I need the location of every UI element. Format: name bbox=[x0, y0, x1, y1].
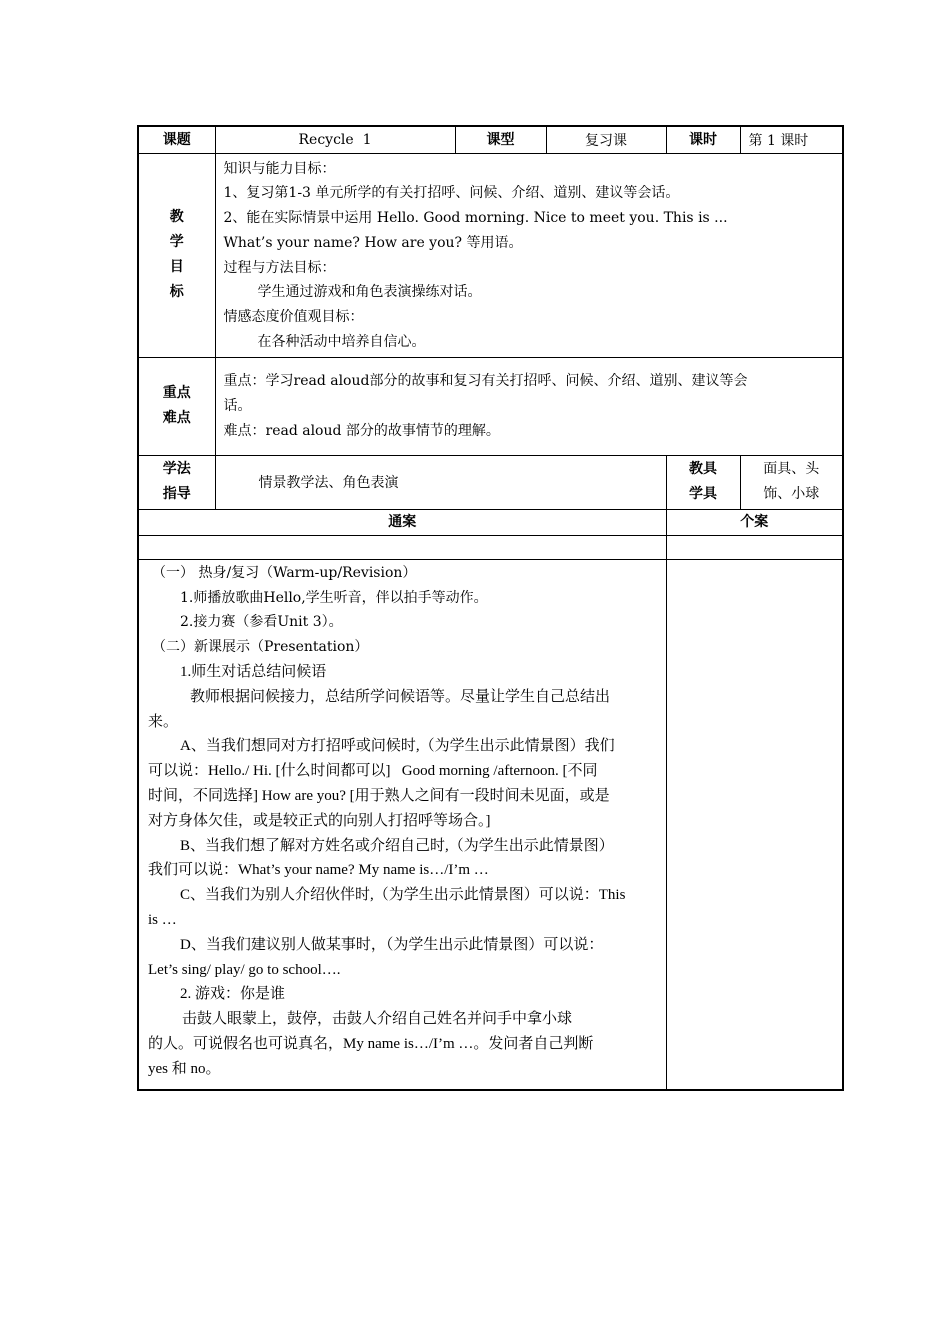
method-value-text: 情景教学法、角色表演 bbox=[258, 475, 399, 492]
tools-value-line: 面具、头 bbox=[763, 461, 820, 478]
procedure-content bbox=[138, 559, 666, 1090]
topic-value: Recycle 1 bbox=[215, 126, 455, 153]
procedure-line: 来。 bbox=[148, 713, 179, 730]
objectives-line: 情感态度价值观目标： bbox=[223, 309, 364, 326]
procedure-line: yes 和 no。 bbox=[148, 1060, 221, 1077]
objectives-label-char: 教 bbox=[169, 209, 184, 226]
topic-label: 课题 bbox=[138, 126, 215, 153]
procedure-line: A、当我们想同对方打招呼或问候时,（为学生出示此情景图）我们 bbox=[180, 738, 615, 755]
procedure-row bbox=[138, 559, 843, 1090]
procedure-line: C、当我们为别人介绍伙伴时,（为学生出示此情景图）可以说：This bbox=[180, 887, 626, 904]
objectives-label-char: 目 bbox=[169, 259, 184, 276]
blank-cell bbox=[666, 535, 843, 559]
objectives-label bbox=[138, 153, 215, 357]
tools-label bbox=[666, 455, 740, 509]
procedure-line: 教师根据问候接力，总结所学问候语等。尽量让学生自己总结出 bbox=[190, 688, 611, 705]
key-points-label bbox=[138, 357, 215, 455]
objectives-line: 学生通过游戏和角色表演操练对话。 bbox=[257, 284, 482, 301]
blank-row bbox=[138, 535, 843, 559]
procedure-line: 1.师生对话总结问候语 bbox=[180, 664, 327, 681]
objectives-content bbox=[215, 153, 843, 357]
procedure-line: （二）新课展示（Presentation） bbox=[152, 639, 369, 656]
objectives-row bbox=[138, 153, 843, 357]
key-points-label-line: 重点 bbox=[162, 385, 191, 402]
method-label-line: 指导 bbox=[162, 486, 191, 503]
header-row bbox=[138, 126, 843, 153]
procedure-line: 1.师播放歌曲Hello,学生听音，伴以拍手等动作。 bbox=[180, 589, 488, 606]
method-label bbox=[138, 455, 215, 509]
individual-plan-cell bbox=[666, 559, 843, 1090]
common-plan-header: 通案 bbox=[138, 509, 666, 535]
objectives-label-char: 标 bbox=[169, 284, 184, 301]
type-label: 课型 bbox=[455, 126, 546, 153]
procedure-line: D、当我们建议别人做某事时，（为学生出示此情景图）可以说： bbox=[180, 936, 604, 953]
objectives-line: 在各种活动中培养自信心。 bbox=[257, 334, 426, 351]
procedure-line: 2. 游戏：你是谁 bbox=[180, 986, 286, 1003]
key-point-line: 重点：学习read aloud部分的故事和复习有关打招呼、问候、介绍、道别、建议等会 bbox=[223, 373, 748, 390]
procedure-line: 可以说：Hello./ Hi. [什么时间都可以] Good morning /afternoon. [不同 bbox=[148, 763, 598, 780]
lesson-plan-table bbox=[137, 125, 844, 1091]
objectives-line: 过程与方法目标： bbox=[223, 259, 336, 276]
individual-plan-header: 个案 bbox=[666, 509, 843, 535]
tools-label-line: 学具 bbox=[689, 486, 717, 503]
type-value: 复习课 bbox=[546, 126, 666, 153]
procedure-line: 时间，不同选择] How are you? [用于熟人之间有一段时间未见面，或是 bbox=[148, 788, 610, 805]
procedure-line: 击鼓人眼蒙上，鼓停，击鼓人介绍自己姓名并问手中拿小球 bbox=[182, 1011, 573, 1028]
period-label: 课时 bbox=[666, 126, 740, 153]
key-point-line: 话。 bbox=[223, 397, 252, 414]
method-row bbox=[138, 455, 843, 509]
method-value bbox=[215, 455, 666, 509]
procedure-line: Let’s sing/ play/ go to school…. bbox=[148, 961, 341, 978]
objectives-line: 2、能在实际情景中运用 Hello. Good morning. Nice to meet you. This is ... bbox=[223, 210, 728, 227]
method-label-line: 学法 bbox=[162, 461, 191, 478]
procedure-line: 对方身体欠佳，或是较正式的向别人打招呼等场合。] bbox=[148, 812, 491, 829]
columns-header-row bbox=[138, 509, 843, 535]
objectives-line: 1、复习第1-3 单元所学的有关打招呼、问候、介绍、道别、建议等会话。 bbox=[223, 185, 680, 202]
objectives-line: 知识与能力目标： bbox=[223, 160, 336, 177]
procedure-line: B、当我们想了解对方姓名或介绍自己时,（为学生出示此情景图） bbox=[180, 837, 614, 854]
tools-label-line: 教具 bbox=[689, 461, 717, 478]
procedure-line: is … bbox=[148, 912, 177, 929]
tools-value bbox=[740, 455, 843, 509]
objectives-line: What’s your name? How are you? 等用语。 bbox=[223, 234, 523, 251]
objectives-label-char: 学 bbox=[169, 234, 184, 251]
key-points-row bbox=[138, 357, 843, 455]
difficulty-line: 难点：read aloud 部分的故事情节的理解。 bbox=[223, 422, 500, 439]
tools-value-line: 饰、小球 bbox=[763, 486, 820, 503]
period-value: 第 1 课时 bbox=[740, 126, 843, 153]
key-points-label-line: 难点 bbox=[162, 410, 191, 427]
procedure-line: 我们可以说：What’s your name? My name is…/I’m … bbox=[148, 862, 489, 879]
procedure-line: 的人。可说假名也可说真名，My name is…/I’m …。发问者自己判断 bbox=[148, 1036, 594, 1053]
procedure-line: 2.接力赛（参看Unit 3）。 bbox=[180, 614, 343, 631]
key-points-content bbox=[215, 357, 843, 455]
blank-cell bbox=[138, 535, 666, 559]
procedure-line: （一） 热身/复习（Warm-up/Revision） bbox=[152, 564, 417, 581]
